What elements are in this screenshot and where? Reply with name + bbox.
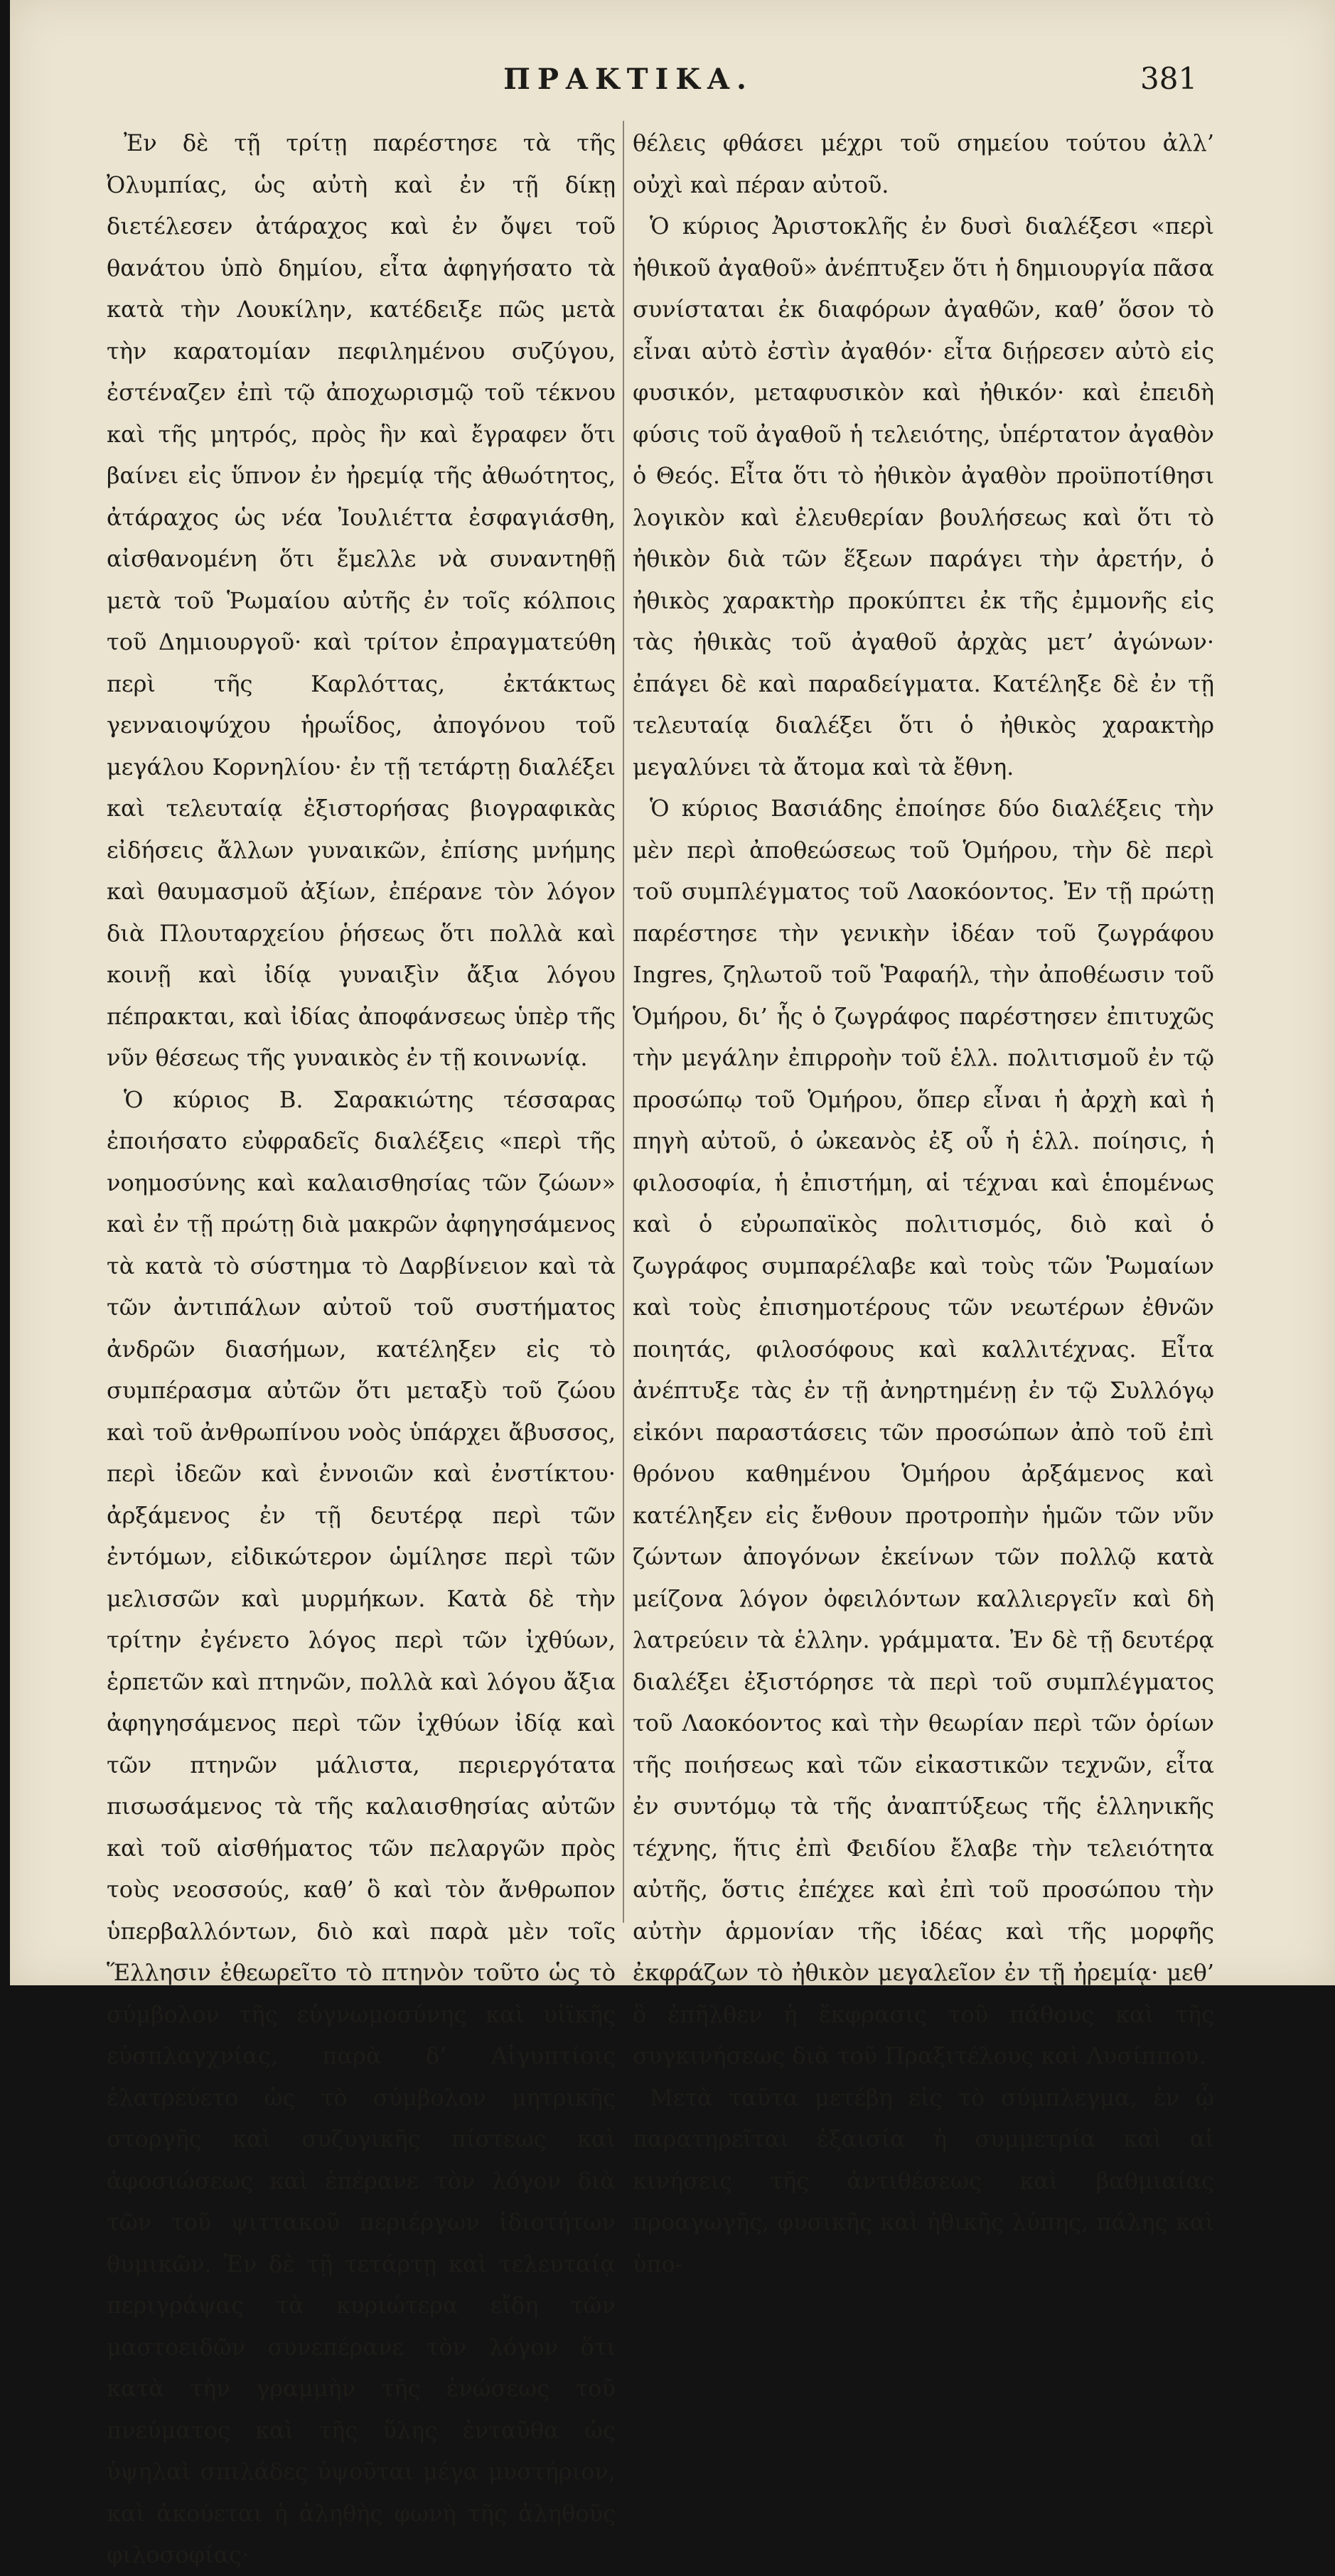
paragraph: Ἐν δὲ τῇ τρίτῃ παρέστησε τὰ τῆς Ὀλυμπίας, ὡς αὐτὴ καὶ ἐν τῇ δίκῃ διετέλεσεν ἀτάραχος καὶ ἐν ὄψει τοῦ θανάτου ὑπὸ δημίου, εἶτα ἀφηγήσατο τὰ κατὰ τὴν Λουκίλην, κατέδειξε πῶς μετὰ τὴν καρατομίαν πεφιλημένου συζύγου, ἐστέναζεν ἐπὶ τῷ ἀποχωρισμῷ τοῦ τέκνου καὶ τῆς μητρός, πρὸς ἣν καὶ ἔγραφεν ὅτι βαίνει εἰς ὕπνον ἐν ἠρεμίᾳ τῆς ἀθωότητος, ἀτάραχος ὡς νέα Ἰουλιέττα ἐσφαγιάσθη, αἰσθανομένη ὅτι ἔμελλε νὰ συναντηθῇ μετὰ τοῦ Ῥωμαίου αὐτῆς ἐν τοῖς κόλποις τοῦ Δημιουργοῦ· καὶ τρίτον ἐπραγματεύθη περὶ τῆς Καρλόττας, ἐκτάκτως γενναιοψύχου ἡρωΐδος, ἀπογόνου τοῦ μεγάλου Κορνηλίου· ἐν τῇ τετάρτῃ διαλέξει καὶ τελευταίᾳ ἐξιστορήσας βιογραφικὰς εἰδήσεις ἄλλων γυναικῶν, ἐπίσης μνήμης καὶ θαυμασμοῦ ἀξίων, ἐπέρανε τὸν λόγον διὰ Πλουταρχείου ῥήσεως ὅτι πολλὰ καὶ κοινῇ καὶ ἰδίᾳ γυναιξὶν ἄξια λόγου πέπρακται, καὶ ἰδίας ἀποφάνσεως ὑπὲρ τῆς νῦν θέσεως τῆς γυναικὸς ἐν τῇ κοινωνίᾳ. bbox=[107, 129, 616, 1071]
paragraph: Ὁ κύριος Β. Σαρακιώτης τέσσαρας ἐποιήσατο εὐφραδεῖς διαλέξεις «περὶ τῆς νοημοσύνης καὶ καλαισθησίας τῶν ζώων» καὶ ἐν τῇ πρώτῃ διὰ μακρῶν ἀφηγησάμενος τὰ κατὰ τὸ σύστημα τὸ Δαρβίνειον καὶ τὰ τῶν ἀντιπάλων αὐτοῦ τοῦ συστήματος ἀνδρῶν διασήμων, κατέληξεν εἰς τὸ συμπέρασμα αὐτῶν ὅτι μεταξὺ τοῦ ζώου καὶ τοῦ ἀνθρωπίνου νοὸς ὑπάρχει ἄβυσσος, περὶ ἰδεῶν καὶ ἐννοιῶν καὶ ἐνστίκτου· ἀρξάμενος ἐν τῇ δευτέρᾳ περὶ τῶν ἐντόμων, εἰδικώτερον ὡμίλησε περὶ τῶν μελισσῶν καὶ μυρμήκων. Κατὰ δὲ τὴν τρίτην ἐγένετο λόγος περὶ τῶν ἰχθύων, ἑρπετῶν καὶ πτηνῶν, πολλὰ καὶ λόγου ἄξια ἀφηγησάμενος περὶ τῶν ἰχθύων ἰδίᾳ καὶ τῶν πτηνῶν μάλιστα, περιεργότατα πισωσάμενος τὰ τῆς καλαισθησίας αὐτῶν καὶ τοῦ αἰσθήματος τῶν πελαργῶν πρὸς τοὺς νεοσσούς, καθ’ ὃ καὶ τὸν ἄνθρωπον ὑπερβαλλόντων, διὸ καὶ παρὰ μὲν τοῖς Ἕλλησιν ἐθεωρεῖτο τὸ πτηνὸν τοῦτο ὡς τὸ σύμβολον τῆς εὐγνωμοσύνης καὶ υἱϊκῆς εὐσπλαγχνίας, παρὰ δ’ Αἰγυπτίοις ἐλατρεύετο ὡς τὸ σύμβολον μητρικῆς στοργῆς καὶ συζυγικῆς πίστεως καὶ ἀφοσιώσεως καὶ ἐπέρανε τὸν λόγον διὰ τῶν τοῦ ψιττακοῦ περιέργων ἰδιοτήτων θυμικῶν. Ἐν δὲ τῇ τετάρτῃ καὶ τελευταίᾳ περιγράψας τὰ κυριώτερα εἴδη τῶν μαστοειδῶν συνεπέρανε τὸν λόγον ὅτι κατὰ τὴν γραμμὴν τῆς ἑνώσεως τοῦ πνεύματος καὶ τῆς ὕλης ἐνταῦθα ὡς ὑψηλαὶ σπιλάδες ὑψοῦται μέγα μυστήριον, καὶ ἀκούεται ἡ ἀληθὴς φωνὴ τῆς ἀληθοῦς φιλοσοφίας· bbox=[107, 1085, 616, 2568]
paragraph: Μετὰ ταῦτα μετέβη εἰς τὸ σύμπλεγμα, ἐν ᾧ παρατηρεῖται ἐξαισία ἡ συμμετρία καὶ αἱ κινήσεις τῆς ἀντιθέσεως καὶ βαθμιαίας προαγωγῆς, φυσικῆς καὶ ἠθικῆς λύπης, πάλης καὶ ὑπο- bbox=[633, 2083, 1214, 2277]
page-number: 381 bbox=[1140, 61, 1198, 96]
running-head bbox=[10, 63, 1335, 112]
paragraph: θέλεις φθάσει μέχρι τοῦ σημείου τούτου ἀλλ’ οὐχὶ καὶ πέραν αὐτοῦ. bbox=[633, 129, 1214, 198]
right-column bbox=[633, 122, 1214, 2285]
column-divider bbox=[623, 121, 624, 1923]
left-column bbox=[107, 122, 616, 2576]
book-page bbox=[10, 0, 1335, 2568]
running-title: ΠΡΑΚΤΙΚΑ. bbox=[503, 63, 754, 96]
paragraph: Ὁ κύριος Ἀριστοκλῆς ἐν δυσὶ διαλέξεσι «περὶ ἠθικοῦ ἀγαθοῦ» ἀνέπτυξεν ὅτι ἡ δημιουργία πᾶσα συνίσταται ἐκ διαφόρων ἀγαθῶν, καθ’ ὅσον τὸ εἶναι αὐτὸ ἐστὶν ἀγαθόν· εἶτα διῄρεσεν αὐτὸ εἰς φυσικόν, μεταφυσικὸν καὶ ἠθικόν· καὶ ἐπειδὴ φύσις τοῦ ἀγαθοῦ ἡ τελειότης, ὑπέρτατον ἀγαθὸν ὁ Θεός. Εἶτα ὅτι τὸ ἠθικὸν ἀγαθὸν προϋποτίθησι λογικὸν καὶ ἐλευθερίαν βουλήσεως καὶ ὅτι τὸ ἠθικὸν διὰ τῶν ἕξεων παράγει τὴν ἀρετήν, ὁ ἠθικὸς χαρακτὴρ προκύπτει ἐκ τῆς ἐμμονῆς εἰς τὰς ἠθικὰς τοῦ ἀγαθοῦ ἀρχὰς μετ’ ἀγώνων· ἐπάγει δὲ καὶ παραδείγματα. Κατέληξε δὲ ἐν τῇ τελευταίᾳ διαλέξει ὅτι ὁ ἠθικὸς χαρακτὴρ μεγαλύνει τὰ ἄτομα καὶ τὰ ἔθνη. bbox=[633, 213, 1214, 780]
paragraph: Ὁ κύριος Βασιάδης ἐποίησε δύο διαλέξεις τὴν μὲν περὶ ἀποθεώσεως τοῦ Ὁμήρου, τὴν δὲ περὶ τοῦ συμπλέγματος τοῦ Λαοκόοντος. Ἐν τῇ πρώτῃ παρέστησε τὴν γενικὴν ἰδέαν τοῦ ζωγράφου Ingres, ζηλωτοῦ τοῦ Ῥαφαήλ, τὴν ἀποθέωσιν τοῦ Ὁμήρου, δι’ ἧς ὁ ζωγράφος παρέστησεν ἐπιτυχῶς τὴν μεγάλην ἐπιρροὴν τοῦ ἑλλ. πολιτισμοῦ ἐν τῷ προσώπῳ τοῦ Ὁμήρου, ὅπερ εἶναι ἡ ἀρχὴ καὶ ἡ πηγὴ αὐτοῦ, ὁ ὠκεανὸς ἐξ οὗ ἡ ἑλλ. ποίησις, ἡ φιλοσοφία, ἡ ἐπιστήμη, αἱ τέχναι καὶ ἑπομένως καὶ ὁ εὐρωπαϊκὸς πολιτισμός, διὸ καὶ ὁ ζωγράφος συμπαρέλαβε καὶ τοὺς τῶν Ῥωμαίων καὶ τοὺς ἐπισημοτέρους τῶν νεωτέρων ἐθνῶν ποιητάς, φιλοσόφους καὶ καλλιτέχνας. Εἶτα ἀνέπτυξε τὰς ἐν τῇ ἀνηρτημένῃ ἐν τῷ Συλλόγῳ εἰκόνι παραστάσεις τῶν προσώπων ἀπὸ τοῦ ἐπὶ θρόνου καθημένου Ὁμήρου ἀρξάμενος καὶ κατέληξεν εἰς ἔνθουν προτροπὴν ἡμῶν τῶν νῦν ζώντων ἀπογόνων ἐκείνων τῶν πολλῷ κατὰ μείζονα λόγον ὀφειλόντων καλλιεργεῖν καὶ δὴ λατρεύειν τὰ ἑλλην. γράμματα. Ἐν δὲ τῇ δευτέρᾳ διαλέξει ἐξιστόρησε τὰ περὶ τοῦ συμπλέγματος τοῦ Λαοκόοντος καὶ τὴν θεωρίαν περὶ τῶν ὁρίων τῆς ποιήσεως καὶ τῶν εἰκαστικῶν τεχνῶν, εἶτα ἐν συντόμῳ τὰ τῆς ἀναπτύξεως τῆς ἑλληνικῆς τέχνης, ἥτις ἐπὶ Φειδίου ἔλαβε τὴν τελειότητα αὐτῆς, ὅστις ἐπέχεε καὶ ἐπὶ τοῦ προσώπου τὴν αὐτὴν ἁρμονίαν τῆς ἰδέας καὶ τῆς μορφῆς ἐκφράζων τὸ ἠθικὸν μεγαλεῖον ἐν τῇ ἠρεμίᾳ· μεθ’ ὃ ἐπῆλθεν ἡ ἔκφρασις τοῦ πάθους καὶ τῆς συγκινήσεως διὰ τοῦ Πραξιτέλους καὶ Λυσίππου. bbox=[633, 795, 1214, 2069]
